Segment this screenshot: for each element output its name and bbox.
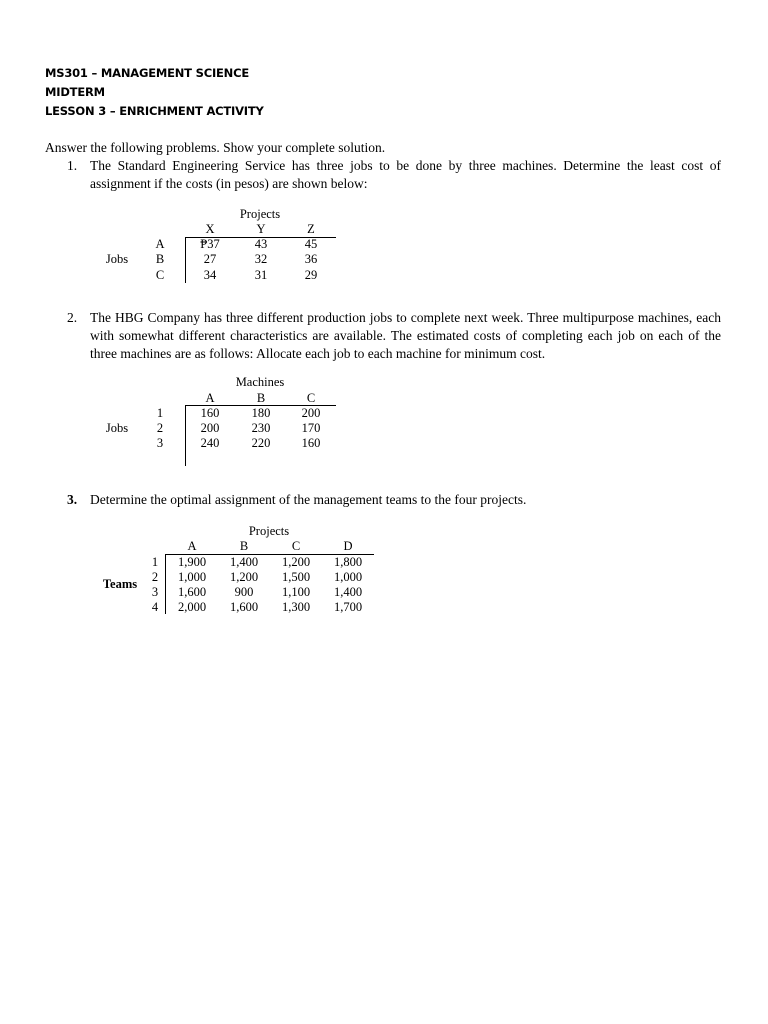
- table-cell: 900: [234, 585, 254, 599]
- table-cell: 36: [304, 252, 318, 266]
- table-row-group: Teams: [102, 577, 138, 591]
- table-column-header: A: [205, 391, 215, 405]
- table-row-group: Jobs: [105, 421, 129, 435]
- table-cell: 1,000: [333, 570, 363, 584]
- table-column-header: A: [187, 539, 197, 553]
- table-cell: 27: [203, 252, 217, 266]
- table-column-header: B: [239, 539, 249, 553]
- table-cell: 1,900: [177, 555, 207, 569]
- table-column-header: C: [291, 539, 301, 553]
- table-cell: 1,300: [281, 600, 311, 614]
- table-cell: 160: [301, 436, 321, 450]
- table-row-label: 3: [151, 585, 159, 599]
- table-cell: 160: [200, 406, 220, 420]
- table-column-group: Machines: [235, 375, 285, 389]
- table-cell: 1,400: [333, 585, 363, 599]
- table-cell: 1,600: [229, 600, 259, 614]
- table-cell: 34: [203, 268, 217, 282]
- table-cell: 45: [304, 237, 318, 251]
- table-cell: 2,000: [177, 600, 207, 614]
- lesson-title: LESSON 3 – ENRICHMENT ACTIVITY: [45, 104, 264, 118]
- table-row-label: 2: [156, 421, 164, 435]
- table-cell: 170: [301, 421, 321, 435]
- problem-1-text: The Standard Engineering Service has three jobs to be done by three machines. Determine the least cost of assignment if the costs (in pesos) are shown below:: [90, 158, 721, 191]
- exam-title: MIDTERM: [45, 85, 105, 99]
- problem-3-text: Determine the optimal assignment of the management teams to the four projects.: [90, 492, 527, 507]
- table-cell: ₱37: [200, 237, 220, 251]
- table-cell: 31: [254, 268, 268, 282]
- table-row-label: C: [155, 268, 165, 282]
- problem-2-number: 2.: [67, 310, 78, 325]
- table-row-label: 1: [156, 406, 164, 420]
- table-cell: 230: [251, 421, 271, 435]
- table-cell: 1,200: [281, 555, 311, 569]
- problem-1-number: 1.: [67, 158, 78, 173]
- table-cell: 1,600: [177, 585, 207, 599]
- table-column-header: Y: [256, 222, 266, 236]
- table-cell: 32: [254, 252, 268, 266]
- table-cell: 200: [301, 406, 321, 420]
- instructions: Answer the following problems. Show your complete solution.: [45, 140, 386, 155]
- table-column-group: Projects: [239, 207, 281, 221]
- table-cell: 43: [254, 237, 268, 251]
- table-row-label: B: [155, 252, 165, 266]
- table-row-label: 2: [151, 570, 159, 584]
- table-row-label: 4: [151, 600, 159, 614]
- table-column-header: B: [256, 391, 266, 405]
- course-title: MS301 – MANAGEMENT SCIENCE: [45, 66, 250, 80]
- table-column-group: Projects: [248, 524, 290, 538]
- table-column-header: D: [343, 539, 353, 553]
- table-cell: 220: [251, 436, 271, 450]
- table-cell: 1,400: [229, 555, 259, 569]
- table-cell: 1,500: [281, 570, 311, 584]
- table-column-header: X: [205, 222, 215, 236]
- table-cell: 1,100: [281, 585, 311, 599]
- table-cell: 200: [200, 421, 220, 435]
- table-column-header: C: [306, 391, 316, 405]
- problem-2-text: The HBG Company has three different production jobs to complete next week. Three multipurpose machines, each with somewhat different characteristics are available. The estimated costs of completing each job on each of the three machines are as follows: Allocate each job to each machine for minimum cost.: [90, 310, 721, 361]
- problem-3-number: 3.: [67, 492, 78, 507]
- table-row-label: 1: [151, 555, 159, 569]
- table-row-label: 3: [156, 436, 164, 450]
- table-cell: 1,700: [333, 600, 363, 614]
- table-row-group: Jobs: [105, 252, 129, 266]
- table-cell: 1,800: [333, 555, 363, 569]
- table-cell: 240: [200, 436, 220, 450]
- table-cell: 1,200: [229, 570, 259, 584]
- table-cell: 180: [251, 406, 271, 420]
- table-cell: 29: [304, 268, 318, 282]
- table-column-header: Z: [307, 222, 315, 236]
- table-row-label: A: [155, 237, 165, 251]
- table-cell: 1,000: [177, 570, 207, 584]
